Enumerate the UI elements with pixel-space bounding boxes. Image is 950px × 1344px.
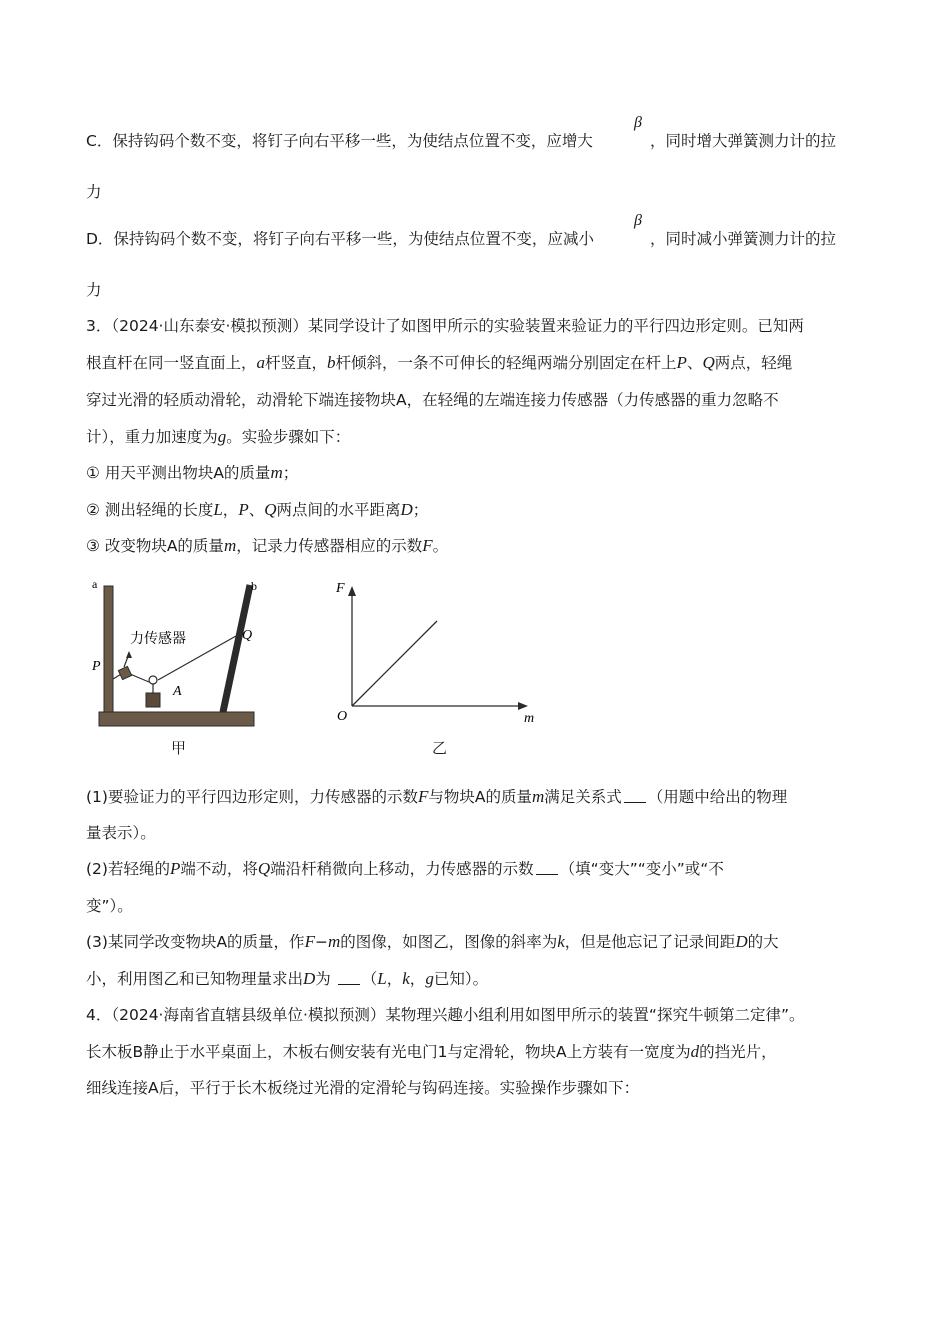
- part-3-sep: ，: [386, 970, 403, 988]
- label-a: a: [92, 577, 98, 591]
- part-1-text-c: 满足关系式: [544, 788, 622, 806]
- q3-part-1-line-1: [86, 786, 787, 808]
- q3-stem-3: 穿过光滑的轻质动滑轮，动滑轮下端连接物块A，在轻绳的左端连接力传感器（力传感器的重力忽略不: [86, 391, 779, 409]
- var-m: m: [327, 932, 341, 951]
- f-m-line: [352, 621, 437, 706]
- q3-stem-2e: 两点，轻绳: [714, 354, 793, 372]
- option-d-tail-text: ，同时减小弹簧测力计的拉: [650, 230, 837, 248]
- var-m: m: [270, 463, 283, 482]
- part-2-text-c: 端沿杆稍微向上移动，力传感器的示数: [270, 860, 534, 878]
- q3-part-3-line-1: [86, 931, 779, 953]
- step-2-end: ；: [412, 501, 429, 519]
- option-d-line: [86, 228, 594, 250]
- var-F: F: [417, 787, 429, 806]
- q3-step-2: [86, 499, 428, 521]
- var-L: L: [213, 500, 223, 519]
- q3-stem-2b: 杆竖直，: [265, 354, 328, 372]
- var-P: P: [676, 353, 687, 372]
- var-g: g: [425, 969, 434, 988]
- q4-stem-1: 4．（2024·海南省直辖县级单位·模拟预测）某物理兴趣小组利用如图甲所示的装置“探究牛顿第二定律”。: [86, 1006, 805, 1024]
- step-2-text2: 两点间的水平距离: [276, 501, 401, 519]
- q3-stem-2c: 杆倾斜，一条不可伸长的轻绳两端分别固定在杆上: [335, 354, 677, 372]
- q3-stem-4b: 。实验步骤如下：: [226, 428, 351, 446]
- rod-a: [104, 586, 113, 712]
- pulley: [149, 676, 157, 684]
- var-Q: Q: [702, 353, 715, 372]
- step-2-sep: ，: [222, 501, 239, 519]
- step-1-text: ① 用天平测出物块A的质量: [86, 464, 271, 482]
- label-block-a: A: [173, 684, 182, 699]
- step-3-text2: ，记录力传感器相应的示数: [236, 537, 423, 555]
- var-k: k: [402, 969, 410, 988]
- figure-yi-graph: [328, 572, 548, 732]
- part-1-text-a: (1)要验证力的平行四边形定则，力传感器的示数: [86, 788, 418, 806]
- var-F: F: [422, 536, 433, 555]
- q3-stem-1: 3．（2024·山东泰安·模拟预测）某同学设计了如图甲所示的实验装置来验证力的平行四边形定则。已知两: [86, 317, 804, 335]
- var-Q: Q: [264, 500, 277, 519]
- sensor-arrow-head: [126, 651, 132, 658]
- q3-line-3: [86, 389, 779, 411]
- label-b: b: [251, 579, 257, 593]
- var-d: d: [690, 1042, 700, 1061]
- var-P: P: [238, 500, 249, 519]
- step-3-end: 。: [432, 537, 449, 555]
- q3-line-1: [86, 315, 804, 337]
- part-3-text-f: 小，利用图乙和已知物理量求出: [86, 970, 304, 988]
- var-b: b: [327, 353, 336, 372]
- var-P: P: [169, 859, 181, 878]
- part-1-text-e: 量表示）。: [86, 824, 156, 842]
- part-3-text-d: ，但是他忘记了记录间距: [564, 933, 736, 951]
- part-3-paren: （: [361, 970, 378, 988]
- q4-line-1: [86, 1004, 804, 1026]
- block-a: [146, 693, 160, 707]
- var-D: D: [303, 969, 316, 988]
- q3-line-4: [86, 426, 350, 448]
- origin-label: O: [337, 709, 348, 724]
- var-m: m: [223, 536, 237, 555]
- option-d-continuation: [86, 279, 102, 301]
- caption-jia: 甲: [171, 739, 187, 757]
- part-3-text-c: 的图像，如图乙，图像的斜率为: [340, 933, 558, 951]
- label-q: Q: [242, 628, 253, 643]
- q3-part-2-line-2: [86, 895, 133, 917]
- q3-stem-4a: 计），重力加速度为: [86, 428, 218, 446]
- axis-label-m: m: [524, 711, 535, 726]
- answer-blank-1[interactable]: [624, 787, 646, 803]
- option-d-beta: β: [634, 212, 642, 229]
- rod-b: [223, 585, 253, 712]
- option-c-text: C．保持钩码个数不变，将钉子向右平移一些，为使结点位置不变，应增大: [86, 132, 593, 150]
- q4-stem-3: 细线连接A后，平行于长木板绕过光滑的定滑轮与钩码连接。实验操作步骤如下：: [86, 1079, 640, 1097]
- base-board: [99, 712, 254, 726]
- x-axis-arrow: [518, 702, 528, 710]
- part-2-text-b: 端不动，将: [180, 860, 258, 878]
- label-p: P: [92, 659, 101, 674]
- option-c-beta: β: [634, 114, 642, 131]
- caption-yi: 乙: [432, 739, 448, 757]
- var-a: a: [256, 353, 266, 372]
- var-m: m: [531, 787, 545, 806]
- part-1-text-b: 与物块A的质量: [428, 788, 532, 806]
- var-g: g: [217, 427, 227, 446]
- option-c-continuation-text: 力: [86, 183, 102, 201]
- option-c-tail-text: ，同时增大弹簧测力计的拉: [650, 132, 837, 150]
- var-Q: Q: [257, 859, 271, 878]
- figure-jia-apparatus: [86, 572, 266, 732]
- option-d-continuation-text: 力: [86, 281, 102, 299]
- part-2-text-d: （填“变大”“变小”或“不: [559, 860, 724, 878]
- q3-stem-2a: 根直杆在同一竖直面上，: [86, 354, 257, 372]
- q3-part-2-line-1: [86, 858, 724, 880]
- part-3-text-e: 的大: [747, 933, 779, 951]
- var-F: F: [304, 932, 315, 951]
- step-1-end: ；: [282, 464, 299, 482]
- option-c-line: [86, 130, 593, 152]
- q3-part-3-line-2: [86, 968, 488, 990]
- q4-stem-2a: 长木板B静止于水平桌面上，木板右侧安装有光电门1与定滑轮，物块A上方装有一宽度为: [86, 1043, 691, 1061]
- rope-to-pulley: [130, 674, 149, 682]
- part-3-text-k: 已知）。: [433, 970, 489, 988]
- q4-stem-2b: 的挡光片，: [699, 1043, 777, 1061]
- part-3-sep2: ，: [409, 970, 426, 988]
- answer-blank-2[interactable]: [536, 859, 558, 875]
- y-axis-arrow: [348, 586, 356, 596]
- var-k: k: [557, 932, 565, 951]
- option-d-tail: [650, 228, 836, 250]
- option-d-text: D．保持钩码个数不变，将钉子向右平移一些，为使结点位置不变，应减小: [86, 230, 594, 248]
- q4-line-3: [86, 1077, 639, 1099]
- part-2-text-e: 变”）。: [86, 897, 133, 915]
- step-2-sep2: 、: [248, 501, 265, 519]
- label-sensor: 力传感器: [130, 632, 186, 647]
- step-3-text: ③ 改变物块A的质量: [86, 537, 224, 555]
- q3-line-2: [86, 352, 792, 374]
- part-3-text-a: (3)某同学改变物块A的质量，作: [86, 933, 305, 951]
- force-sensor: [118, 666, 131, 679]
- answer-blank-3[interactable]: [338, 969, 360, 985]
- part-3-text-g: 为: [315, 970, 331, 988]
- q3-stem-2d: 、: [686, 354, 703, 372]
- var-D: D: [400, 500, 413, 519]
- part-1-text-d: （用题中给出的物理: [647, 788, 788, 806]
- part-2-text-a: (2)若轻绳的: [86, 860, 170, 878]
- axis-label-f: F: [336, 581, 345, 596]
- option-c-continuation: [86, 181, 102, 203]
- q4-line-2: [86, 1041, 777, 1063]
- var-L: L: [377, 969, 387, 988]
- q3-part-1-line-2: [86, 822, 156, 844]
- q3-step-3: [86, 535, 448, 557]
- var-D: D: [735, 932, 748, 951]
- q3-step-1: [86, 462, 298, 484]
- step-2-text: ② 测出轻绳的长度: [86, 501, 214, 519]
- part-3-minus: −: [314, 933, 328, 951]
- option-c-tail: [650, 130, 836, 152]
